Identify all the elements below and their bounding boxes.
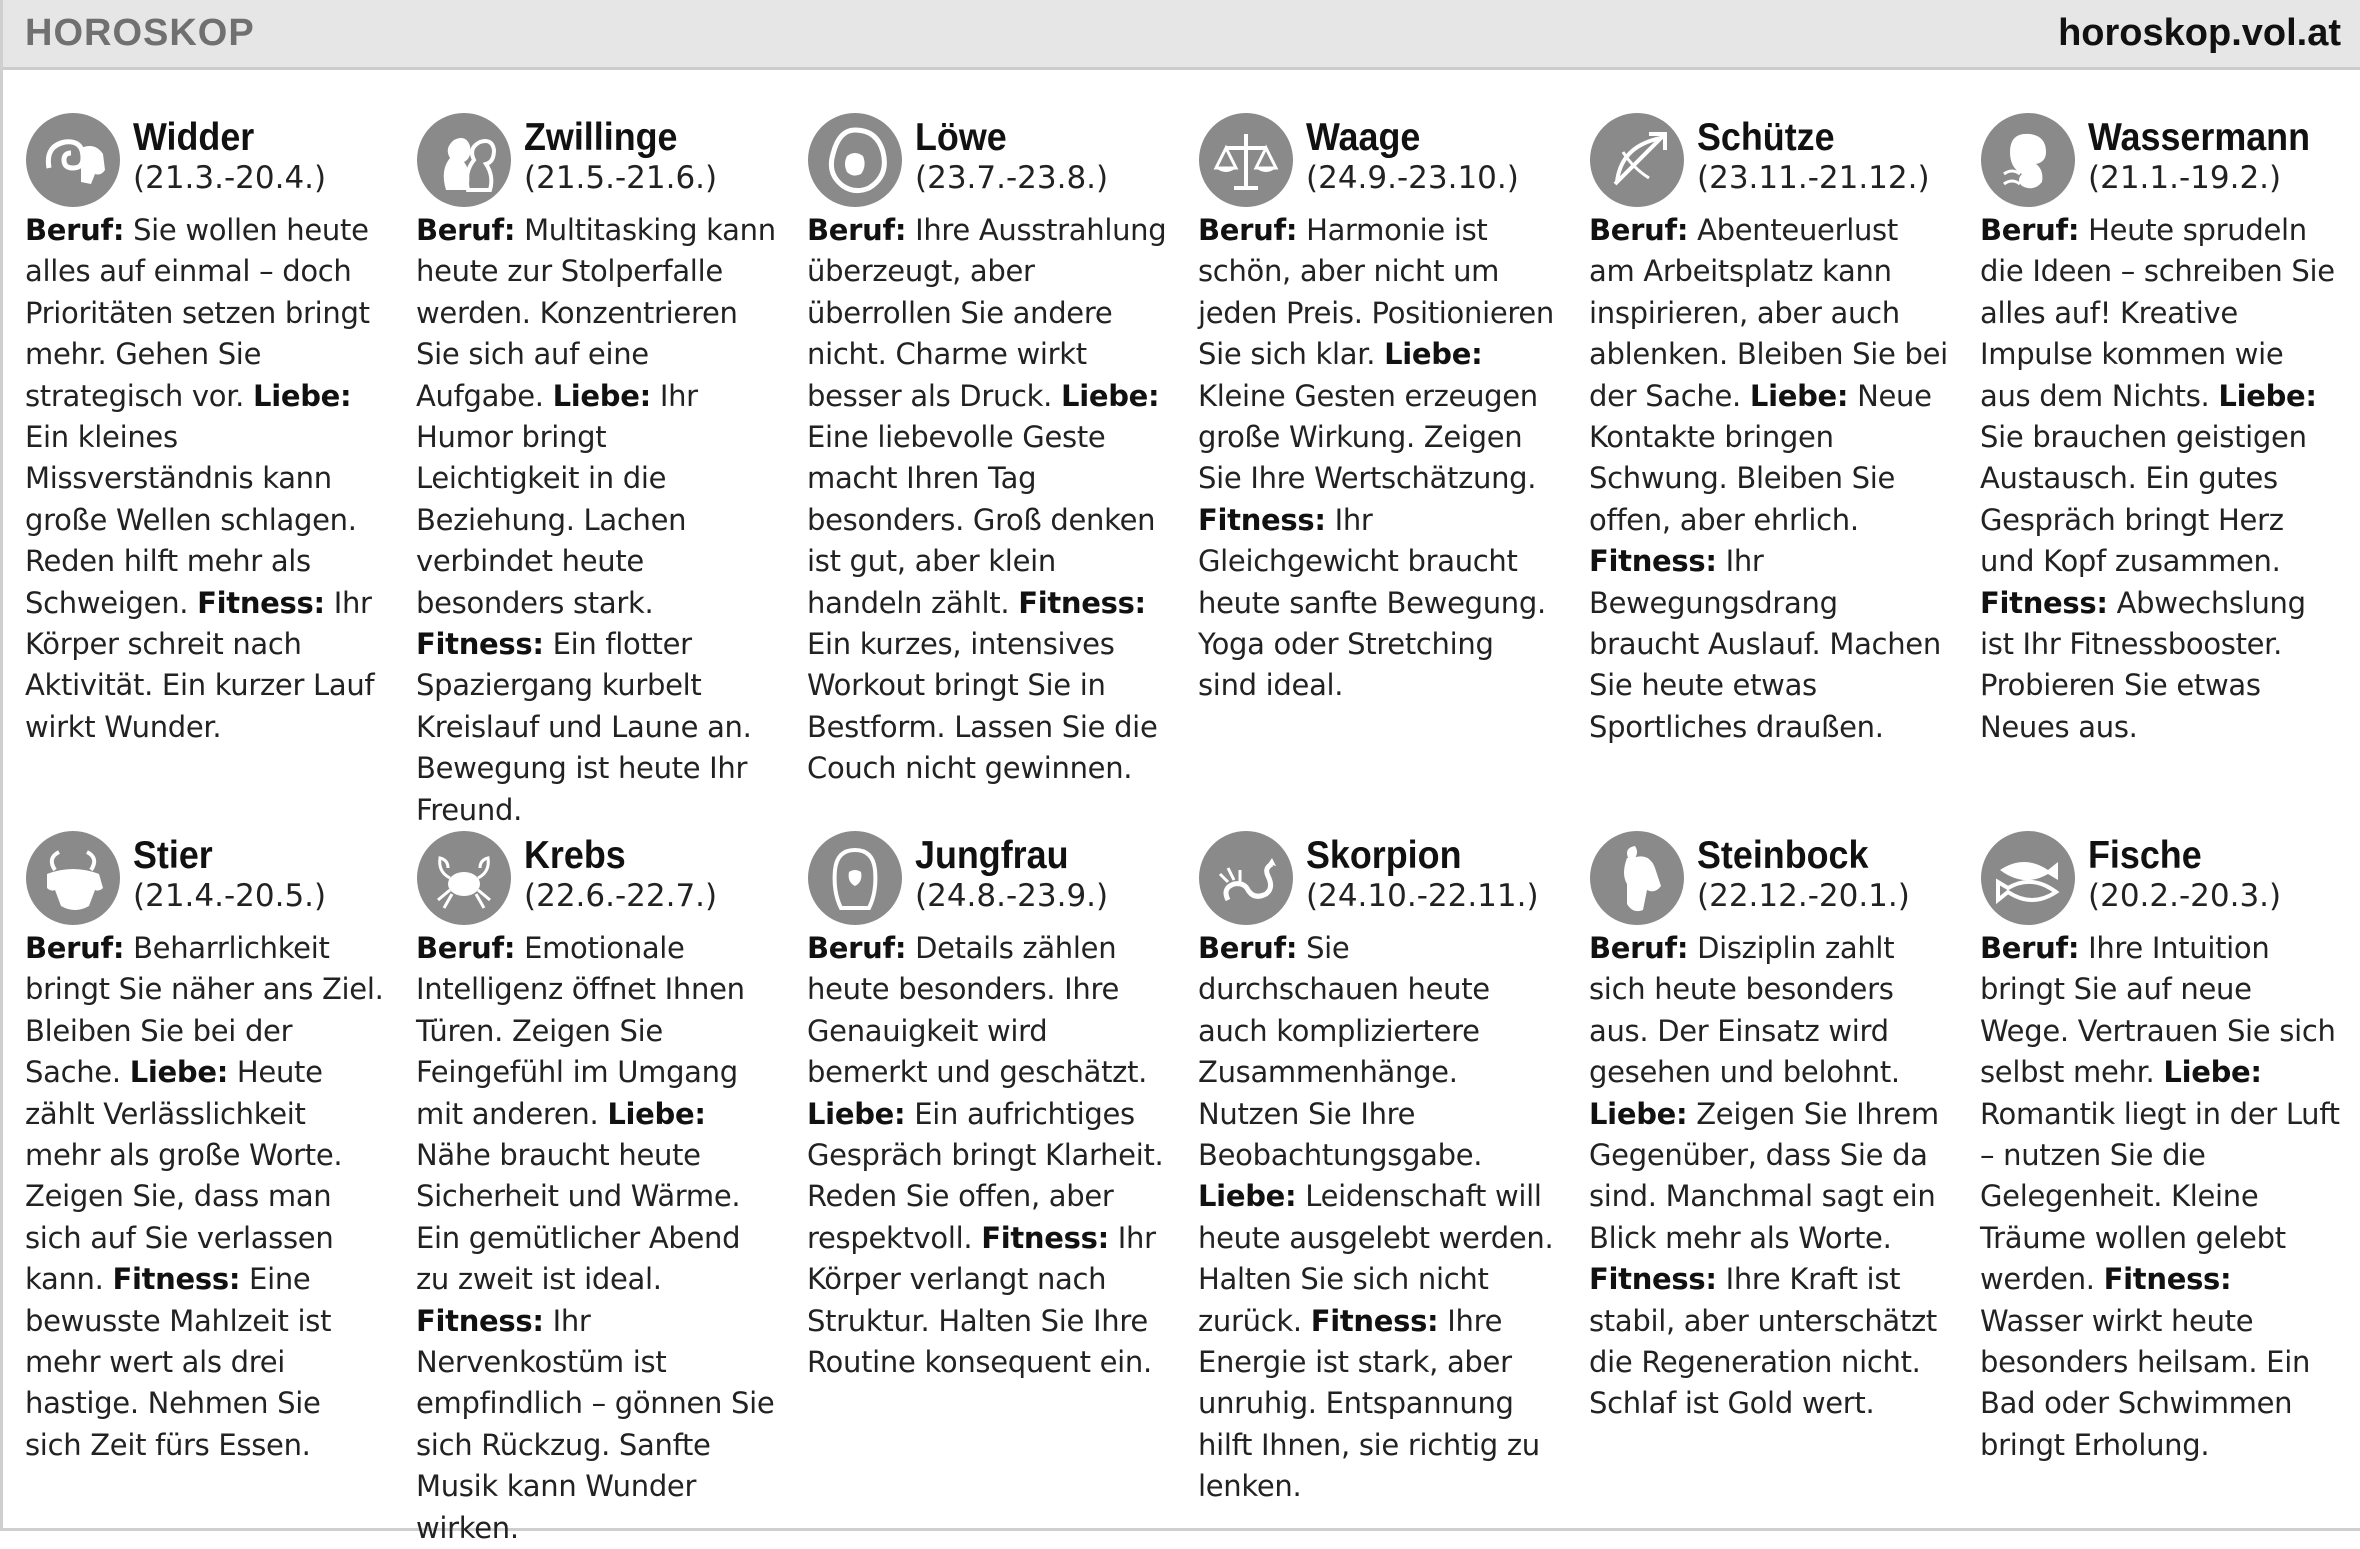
fitness-text: Ihr Körper verlangt nach Struktur. Halten Sie Ihre Routine konsequent ein. <box>807 1220 1156 1380</box>
sign-stier <box>25 826 416 1526</box>
libra-scales-icon <box>1198 112 1294 208</box>
fitness-text: Ein flotter Spaziergang kurbelt Kreislauf und Laune an. Bewegung ist heute Ihr Freund. <box>416 627 752 827</box>
liebe-label: Liebe: <box>1749 378 1849 413</box>
sign-dates: (24.10.-22.11.) <box>1306 878 1539 914</box>
liebe-text: Nähe braucht heute Sicherheit und Wärme. Ein gemütlicher Abend zu zweit ist ideal. <box>416 1138 741 1297</box>
sign-name: Waage <box>1306 116 1421 159</box>
sign-header <box>1589 826 1980 926</box>
fitness-label: Fitness: <box>1589 1262 1717 1297</box>
sign-waage <box>1198 108 1589 826</box>
beruf-text: Harmonie ist schön, aber nicht um jeden Preis. Positionieren Sie sich klar. <box>1198 213 1554 372</box>
beruf-text: Abenteuerlust am Arbeitsplatz kann inspirieren, aber auch ablenken. Bleiben Sie bei der Sache. <box>1589 213 1948 413</box>
beruf-label: Beruf: <box>1980 213 2080 247</box>
sign-text <box>807 928 1167 1383</box>
taurus-bull-icon <box>25 830 121 926</box>
sign-dates: (21.5.-21.6.) <box>524 160 718 196</box>
cancer-crab-icon <box>416 830 512 926</box>
beruf-text: Emotionale Intelligenz öffnet Ihnen Türen. Zeigen Sie Feingefühl im Umgang mit anderen. <box>416 931 745 1131</box>
beruf-label: Beruf: <box>807 213 907 247</box>
sagittarius-archer-icon <box>1589 112 1685 208</box>
fitness-label: Fitness: <box>416 627 544 662</box>
site-link[interactable]: horoskop.vol.at <box>2058 12 2341 54</box>
beruf-label: Beruf: <box>807 931 907 965</box>
liebe-label: Liebe: <box>552 378 651 413</box>
pisces-fish-icon <box>1980 830 2076 926</box>
liebe-label: Liebe: <box>807 1096 906 1131</box>
liebe-label: Liebe: <box>1198 1179 1297 1214</box>
sign-dates: (21.1.-19.2.) <box>2088 160 2282 196</box>
liebe-text: Ein aufrichtiges Gespräch bringt Klarheit. Reden Sie offen, aber respektvoll. <box>807 1096 1164 1255</box>
sign-text <box>1198 210 1558 707</box>
sign-header <box>416 826 807 926</box>
sign-widder <box>25 108 416 826</box>
sign-name: Steinbock <box>1697 834 1869 877</box>
fitness-text: Wasser wirkt heute besonders heilsam. Ein Bad oder Schwimmen bringt Erholung. <box>1980 1303 2311 1462</box>
liebe-label: Liebe: <box>607 1096 706 1131</box>
sign-header <box>416 108 807 208</box>
sign-skorpion <box>1198 826 1589 1526</box>
sign-dates: (23.11.-21.12.) <box>1697 160 1930 196</box>
liebe-label: Liebe: <box>253 378 352 413</box>
section-title: HOROSKOP <box>25 12 255 54</box>
liebe-text: Leidenschaft will heute ausgelebt werden. Halten Sie sich nicht zurück. <box>1198 1179 1554 1338</box>
beruf-label: Beruf: <box>25 213 125 247</box>
beruf-text: Sie wollen heute alles auf einmal – doch Prioritäten setzen bringt mehr. Gehen Sie strategisch vor. <box>25 213 370 413</box>
sign-header <box>1980 108 2360 208</box>
liebe-text: Zeigen Sie Ihrem Gegenüber, dass Sie da sind. Manchmal sagt ein Blick mehr als Worte. <box>1589 1096 1939 1255</box>
sign-text <box>416 210 776 831</box>
virgo-maiden-icon <box>807 830 903 926</box>
liebe-text: Neue Kontakte bringen Schwung. Bleiben Sie offen, aber ehrlich. <box>1589 378 1932 537</box>
sign-text <box>1980 210 2340 748</box>
sign-header <box>807 108 1198 208</box>
sign-name: Wassermann <box>2088 116 2311 159</box>
sign-header <box>1980 826 2360 926</box>
sign-name: Schütze <box>1697 116 1835 159</box>
fitness-text: Ihre Kraft ist stabil, aber unterschätzt die Regeneration nicht. Schlaf ist Gold wert. <box>1589 1262 1937 1421</box>
sign-name: Fische <box>2088 834 2202 877</box>
horoscope-grid <box>25 108 2355 1545</box>
fitness-text: Ihr Körper schreit nach Aktivität. Ein kurzer Lauf wirkt Wunder. <box>25 585 375 744</box>
liebe-text: Heute zählt Verlässlichkeit mehr als große Worte. Zeigen Sie, dass man sich auf Sie verlassen kann. <box>25 1055 343 1297</box>
fitness-text: Ihre Energie ist stark, aber unruhig. Entspannung hilft Ihnen, sie richtig zu lenken. <box>1198 1303 1540 1504</box>
sign-fische <box>1980 826 2360 1526</box>
sign-name: Skorpion <box>1306 834 1462 877</box>
beruf-text: Multitasking kann heute zur Stolperfalle werden. Konzentrieren Sie sich auf eine Aufgabe. <box>416 213 776 413</box>
sign-text <box>25 928 385 1466</box>
beruf-label: Beruf: <box>416 931 516 965</box>
fitness-text: Eine bewusste Mahlzeit ist mehr wert als drei hastige. Nehmen Sie sich Zeit fürs Essen. <box>25 1262 332 1462</box>
sign-dates: (20.2.-20.3.) <box>2088 878 2282 914</box>
sign-name: Löwe <box>915 116 1007 159</box>
sign-dates: (24.9.-23.10.) <box>1306 160 1519 196</box>
liebe-label: Liebe: <box>1589 1096 1688 1131</box>
beruf-text: Details zählen heute besonders. Ihre Genauigkeit wird bemerkt und geschätzt. <box>807 931 1148 1090</box>
fitness-label: Fitness: <box>2103 1262 2232 1297</box>
beruf-label: Beruf: <box>1980 931 2080 965</box>
beruf-text: Ihre Ausstrahlung überzeugt, aber überrollen Sie andere nicht. Charme wirkt besser als Druck. <box>807 213 1167 413</box>
sign-dates: (22.12.-20.1.) <box>1697 878 1910 914</box>
sign-wassermann <box>1980 108 2360 826</box>
fitness-label: Fitness: <box>112 1262 241 1297</box>
beruf-label: Beruf: <box>1589 213 1689 247</box>
beruf-label: Beruf: <box>416 213 516 247</box>
sign-text <box>807 210 1167 790</box>
sign-dates: (22.6.-22.7.) <box>524 878 718 914</box>
sign-dates: (24.8.-23.9.) <box>915 878 1109 914</box>
beruf-text: Heute sprudeln die Ideen – schreiben Sie alles auf! Kreative Impulse kommen wie aus dem Nichts. <box>1980 213 2335 413</box>
header-bar <box>3 0 2360 70</box>
liebe-label: Liebe: <box>1384 337 1483 372</box>
sign-text <box>1980 928 2340 1466</box>
liebe-text: Eine liebevolle Geste macht Ihren Tag besonders. Groß denken ist gut, aber klein handeln zählt. <box>807 420 1156 620</box>
sign-schtze <box>1589 108 1980 826</box>
fitness-label: Fitness: <box>1018 585 1146 620</box>
aries-ram-icon <box>25 112 121 208</box>
sign-text <box>416 928 776 1549</box>
fitness-text: Abwechslung ist Ihr Fitnessbooster. Probieren Sie etwas Neues aus. <box>1980 585 2306 744</box>
sign-text <box>25 210 385 748</box>
beruf-label: Beruf: <box>25 931 125 965</box>
sign-name: Krebs <box>524 834 626 877</box>
sign-jungfrau <box>807 826 1198 1526</box>
liebe-text: Kleine Gesten erzeugen große Wirkung. Zeigen Sie Ihre Wertschätzung. <box>1198 378 1538 496</box>
liebe-label: Liebe: <box>1061 378 1160 413</box>
sign-text <box>1198 928 1558 1508</box>
liebe-label: Liebe: <box>129 1055 228 1090</box>
sign-header <box>1198 108 1589 208</box>
beruf-label: Beruf: <box>1198 213 1298 247</box>
liebe-text: Ihr Humor bringt Leichtigkeit in die Beziehung. Lachen verbindet heute besonders stark. <box>416 378 698 620</box>
sign-krebs <box>416 826 807 1545</box>
fitness-text: Ihr Gleichgewicht braucht heute sanfte Bewegung. Yoga oder Stretching sind ideal. <box>1198 502 1546 703</box>
sign-name: Stier <box>133 834 213 877</box>
scorpio-scorpion-icon <box>1198 830 1294 926</box>
sign-dates: (21.3.-20.4.) <box>133 160 327 196</box>
sign-zwillinge <box>416 108 807 826</box>
beruf-text: Disziplin zahlt sich heute besonders aus. Der Einsatz wird gesehen und belohnt. <box>1589 931 1900 1090</box>
fitness-label: Fitness: <box>1310 1303 1439 1338</box>
fitness-label: Fitness: <box>1198 502 1326 537</box>
liebe-text: Sie brauchen geistigen Austausch. Ein gutes Gespräch bringt Herz und Kopf zusammen. <box>1980 420 2307 579</box>
fitness-label: Fitness: <box>416 1303 544 1338</box>
sign-header <box>25 108 416 208</box>
sign-name: Jungfrau <box>915 834 1069 877</box>
beruf-label: Beruf: <box>1198 931 1298 965</box>
sign-dates: (21.4.-20.5.) <box>133 878 327 914</box>
sign-name: Widder <box>133 116 255 159</box>
liebe-text: Romantik liegt in der Luft – nutzen Sie die Gelegenheit. Kleine Träume wollen gelebt werden. <box>1980 1096 2340 1297</box>
fitness-text: Ihr Nervenkostüm ist empfindlich – gönnen Sie sich Rückzug. Sanfte Musik kann Wunder wirken. <box>416 1303 775 1545</box>
sign-dates: (23.7.-23.8.) <box>915 160 1109 196</box>
sign-header <box>1198 826 1589 926</box>
fitness-label: Fitness: <box>197 585 325 620</box>
beruf-text: Beharrlichkeit bringt Sie näher ans Ziel. Bleiben Sie bei der Sache. <box>25 931 384 1090</box>
beruf-text: Sie durchschauen heute auch kompliziertere Zusammenhänge. Nutzen Sie Ihre Beobachtungsgabe. <box>1198 931 1490 1173</box>
sign-header <box>25 826 416 926</box>
fitness-label: Fitness: <box>981 1220 1109 1255</box>
gemini-twins-icon <box>416 112 512 208</box>
liebe-label: Liebe: <box>2218 378 2317 413</box>
fitness-text: Ihr Bewegungsdrang braucht Auslauf. Machen Sie heute etwas Sportliches draußen. <box>1589 544 1941 744</box>
beruf-text: Ihre Intuition bringt Sie auf neue Wege. Vertrauen Sie sich selbst mehr. <box>1980 931 2336 1090</box>
beruf-label: Beruf: <box>1589 931 1689 965</box>
sign-text <box>1589 210 1949 748</box>
fitness-label: Fitness: <box>1980 585 2108 620</box>
liebe-text: Ein kleines Missverständnis kann große Wellen schlagen. Reden hilft mehr als Schweigen. <box>25 420 357 620</box>
liebe-label: Liebe: <box>2163 1055 2262 1090</box>
fitness-text: Ein kurzes, intensives Workout bringt Sie in Bestform. Lassen Sie die Couch nicht gewinnen. <box>807 627 1158 786</box>
capricorn-goat-icon <box>1589 830 1685 926</box>
sign-name: Zwillinge <box>524 116 678 159</box>
sign-header <box>807 826 1198 926</box>
aquarius-water-bearer-icon <box>1980 112 2076 208</box>
fitness-label: Fitness: <box>1589 544 1717 579</box>
leo-lion-icon <box>807 112 903 208</box>
sign-text <box>1589 928 1949 1425</box>
sign-steinbock <box>1589 826 1980 1526</box>
sign-header <box>1589 108 1980 208</box>
sign-lwe <box>807 108 1198 826</box>
